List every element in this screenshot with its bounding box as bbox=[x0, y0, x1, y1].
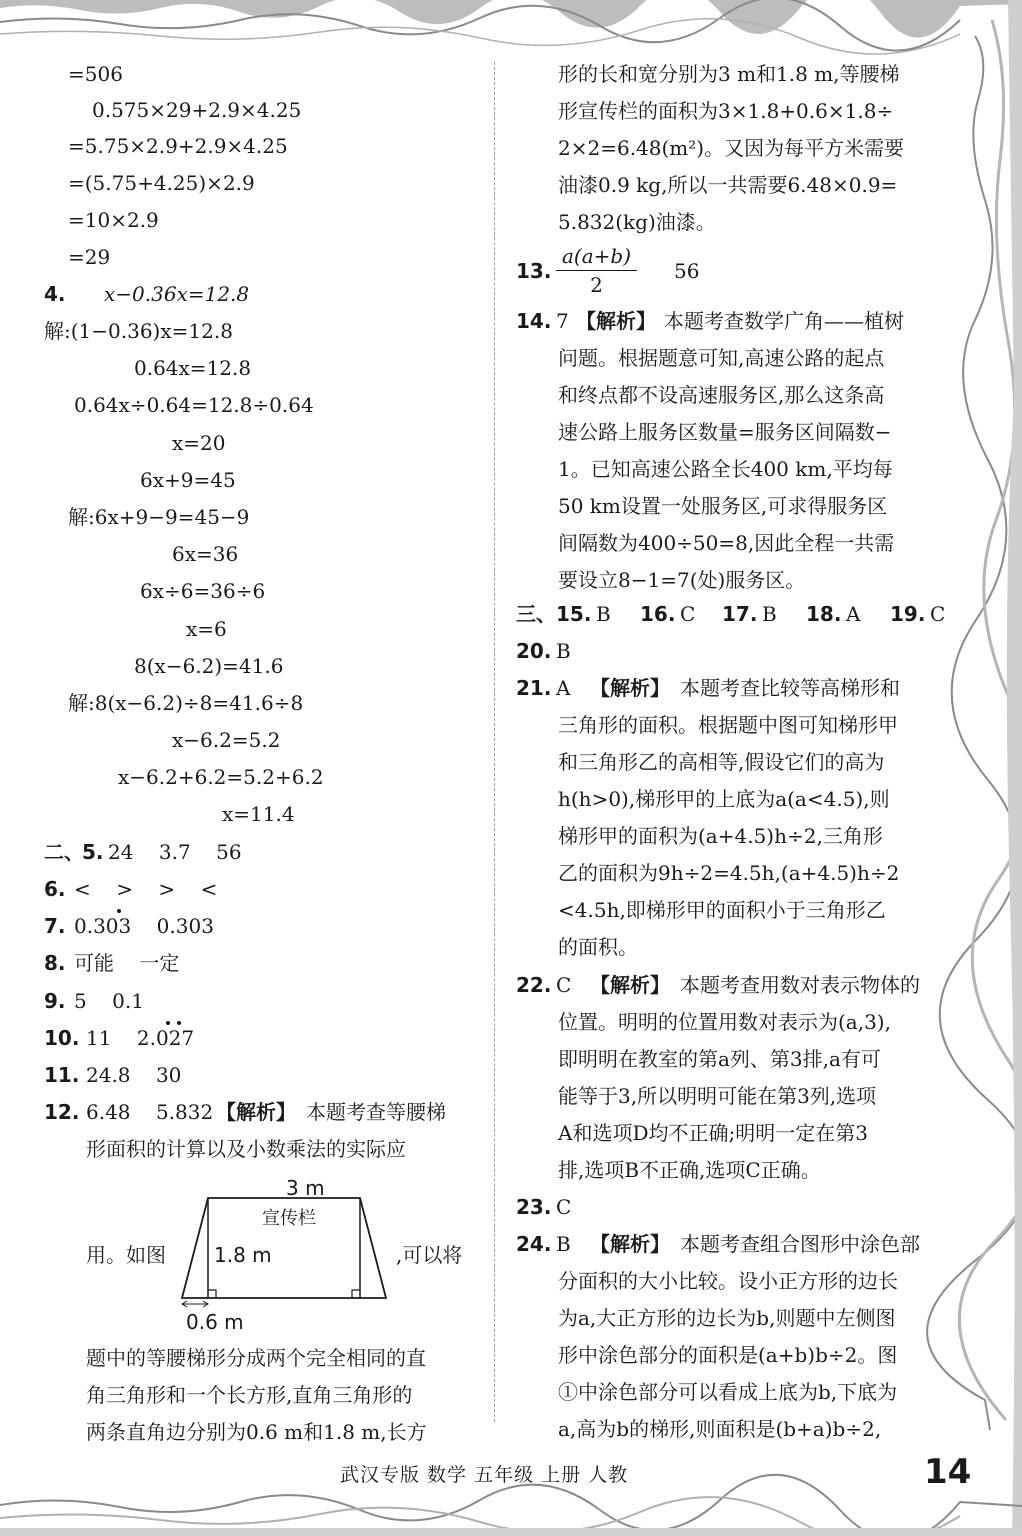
q8-number: 8. bbox=[44, 951, 66, 975]
left-line-5: =10×2.9 bbox=[68, 208, 159, 232]
q21-text-7: <4.5h,即梯形甲的面积小于三角形乙 bbox=[558, 898, 886, 922]
q22-analysis-tag: 【解析】 bbox=[590, 973, 670, 997]
q24-text-5: ①中涂色部分可以看成上底为b,下底为 bbox=[558, 1380, 898, 1404]
figure-board-label: 宣传栏 bbox=[262, 1208, 316, 1229]
q4-step-6: 6x=36 bbox=[172, 542, 239, 566]
left-line-3: =5.75×2.9+2.9×4.25 bbox=[68, 134, 288, 158]
q22-number: 22. bbox=[516, 973, 552, 997]
q22-text-4: 能等于3,所以明明可能在第3列,选项 bbox=[558, 1084, 877, 1108]
q21-text-6: 乙的面积为9h÷2=4.5h,(a+4.5)h÷2 bbox=[558, 861, 900, 885]
q6-answer: < > > < bbox=[74, 877, 218, 901]
q20-answer: B bbox=[556, 639, 571, 663]
q11-number: 11. bbox=[44, 1063, 80, 1087]
figure-height-label: 1.8 m bbox=[214, 1243, 272, 1267]
left-line-2: 0.575×29+2.9×4.25 bbox=[92, 98, 302, 122]
q10-answer: 11 2.027 bbox=[86, 1026, 195, 1050]
q12-answer: 6.48 5.832 bbox=[86, 1100, 214, 1124]
right-line-3: 2×2=6.48(m²)。又因为每平方米需要 bbox=[558, 136, 905, 160]
right-line-4: 油漆0.9 kg,所以一共需要6.48×0.9= bbox=[558, 173, 898, 197]
q7-answer: 0.303 0.303 bbox=[74, 914, 214, 938]
repeating-decimal-dot bbox=[166, 1021, 170, 1025]
q4-step-10: x−6.2=5.2 bbox=[172, 728, 281, 752]
q15-answer: B bbox=[596, 602, 611, 626]
q17-answer: B bbox=[762, 602, 777, 626]
figure-bottom-label: 0.6 m bbox=[186, 1310, 244, 1334]
q8-answer: 可能 一定 bbox=[74, 951, 180, 975]
q12-text-4: 题中的等腰梯形分成两个完全相同的直 bbox=[86, 1346, 426, 1370]
q9-number: 9. bbox=[44, 989, 66, 1013]
q24-text-2: 分面积的大小比较。设小正方形的边长 bbox=[558, 1269, 898, 1293]
q17-number: 17. bbox=[722, 602, 758, 626]
q23-answer: C bbox=[556, 1195, 572, 1219]
q4-step-3: 0.64x÷0.64=12.8÷0.64 bbox=[74, 393, 314, 417]
q18-number: 18. bbox=[806, 602, 842, 626]
q14-text-3: 和终点都不设高速服务区,那么这条高 bbox=[558, 383, 885, 407]
q23-number: 23. bbox=[516, 1195, 552, 1219]
q12-number: 12. bbox=[44, 1100, 80, 1124]
q22-text-5: A和选项D均不正确;明明一定在第3 bbox=[558, 1121, 868, 1145]
q24-number: 24. bbox=[516, 1232, 552, 1256]
q9-answer: 5 0.1 bbox=[74, 989, 144, 1013]
q14-text-7: 间隔数为400÷50=8,因此全程一共需 bbox=[558, 531, 895, 555]
left-line-1: =506 bbox=[68, 62, 123, 86]
q13-denominator: 2 bbox=[590, 273, 603, 297]
q4-equation-1: x−0.36x=12.8 bbox=[104, 282, 250, 306]
q4-number: 4. bbox=[44, 282, 66, 306]
q21-text-2: 三角形的面积。根据题中图可知梯形甲 bbox=[558, 713, 898, 737]
q13-numerator: a(a+b) bbox=[556, 244, 637, 271]
q10-number: 10. bbox=[44, 1026, 80, 1050]
q24-text-3: 为a,大正方形的边长为b,则题中左侧图 bbox=[558, 1306, 896, 1330]
q5-number: 5. bbox=[82, 840, 104, 864]
q13-answer-2: 56 bbox=[674, 259, 700, 283]
repeating-decimal-dot bbox=[117, 909, 121, 913]
q21-number: 21. bbox=[516, 676, 552, 700]
right-line-1: 形的长和宽分别为3 m和1.8 m,等腰梯 bbox=[558, 62, 900, 86]
q24-analysis-tag: 【解析】 bbox=[590, 1232, 670, 1256]
q21-text-4: h(h>0),梯形甲的上底为a(a<4.5),则 bbox=[558, 787, 890, 811]
q4-step-12: x=11.4 bbox=[222, 802, 295, 826]
q14-text-8: 要设立8−1=7(处)服务区。 bbox=[558, 568, 806, 592]
q19-answer: C bbox=[930, 602, 946, 626]
figure-top-label: 3 m bbox=[286, 1176, 325, 1200]
q22-text-3: 即明明在教室的第a列、第3排,a有可 bbox=[558, 1047, 881, 1071]
q14-text-6: 50 km设置一处服务区,可求得服务区 bbox=[558, 494, 888, 518]
section-3-label: 三、 bbox=[516, 602, 556, 626]
q22-text-2: 位置。明明的位置用数对表示为(a,3), bbox=[558, 1010, 891, 1034]
q12-text-5: 角三角形和一个长方形,直角三角形的 bbox=[86, 1383, 413, 1407]
q14-answer: 7 bbox=[556, 309, 569, 333]
q12-analysis-tag: 【解析】 bbox=[216, 1100, 296, 1124]
q4-step-1: 解:(1−0.36)x=12.8 bbox=[44, 319, 233, 343]
q22-text-6: 排,选项B不正确,选项C正确。 bbox=[558, 1158, 821, 1182]
q12-text-6: 两条直角边分别为0.6 m和1.8 m,长方 bbox=[86, 1420, 427, 1444]
q13-number: 13. bbox=[516, 259, 552, 283]
left-line-6: =29 bbox=[68, 245, 111, 269]
q21-answer: A bbox=[556, 676, 571, 700]
q4-step-9: 解:8(x−6.2)÷8=41.6÷8 bbox=[68, 691, 304, 715]
q7-number: 7. bbox=[44, 914, 66, 938]
q24-text-1: 本题考查组合图形中涂色部 bbox=[680, 1232, 920, 1256]
q6-number: 6. bbox=[44, 877, 66, 901]
q4-step-11: x−6.2+6.2=5.2+6.2 bbox=[118, 765, 324, 789]
q14-text-5: 1。已知高速公路全长400 km,平均每 bbox=[558, 457, 893, 481]
right-line-2: 形宣传栏的面积为3×1.8+0.6×1.8÷ bbox=[558, 99, 894, 123]
q4-equation-3: 8(x−6.2)=41.6 bbox=[134, 654, 284, 678]
q16-number: 16. bbox=[640, 602, 676, 626]
q21-text-3: 和三角形乙的高相等,假设它们的高为 bbox=[558, 750, 885, 774]
q24-answer: B bbox=[556, 1232, 571, 1256]
q4-step-8: x=6 bbox=[186, 617, 227, 641]
q4-step-7: 6x÷6=36÷6 bbox=[140, 579, 266, 603]
q24-text-4: 形中涂色部分的面积是(a+b)b÷2。图 bbox=[558, 1343, 898, 1367]
q21-text-5: 梯形甲的面积为(a+4.5)h÷2,三角形 bbox=[558, 824, 883, 848]
q16-answer: C bbox=[680, 602, 696, 626]
q14-text-2: 问题。根据题意可知,高速公路的起点 bbox=[558, 346, 885, 370]
q4-step-5: 解:6x+9−9=45−9 bbox=[68, 505, 250, 529]
q15-number: 15. bbox=[556, 602, 592, 626]
q18-answer: A bbox=[846, 602, 861, 626]
q24-text-6: a,高为b的梯形,则面积是(b+a)b÷2, bbox=[558, 1417, 882, 1441]
footer-book-info: 武汉专版 数学 五年级 上册 人教 bbox=[340, 1464, 629, 1486]
q21-text-8: 的面积。 bbox=[558, 935, 638, 959]
q4-step-4: x=20 bbox=[172, 431, 226, 455]
q14-number: 14. bbox=[516, 309, 552, 333]
q21-analysis-tag: 【解析】 bbox=[590, 676, 670, 700]
q11-answer: 24.8 30 bbox=[86, 1063, 182, 1087]
page-number: 14 bbox=[924, 1452, 972, 1492]
column-divider bbox=[494, 62, 495, 1422]
right-line-5: 5.832(kg)油漆。 bbox=[558, 210, 716, 234]
q12-text-3b: ,可以将 bbox=[396, 1243, 463, 1267]
q22-text-1: 本题考查用数对表示物体的 bbox=[680, 973, 920, 997]
repeating-decimal-dot bbox=[177, 1021, 181, 1025]
q4-equation-2: 6x+9=45 bbox=[140, 468, 236, 492]
q12-text-2: 形面积的计算以及小数乘法的实际应 bbox=[86, 1137, 406, 1161]
q14-text-4: 速公路上服务区数量=服务区间隔数− bbox=[558, 420, 892, 444]
q21-text-1: 本题考查比较等高梯形和 bbox=[680, 676, 900, 700]
q20-number: 20. bbox=[516, 639, 552, 663]
left-line-4: =(5.75+4.25)×2.9 bbox=[68, 171, 255, 195]
q19-number: 19. bbox=[890, 602, 926, 626]
q22-answer: C bbox=[556, 973, 572, 997]
q14-text-1: 本题考查数学广角——植树 bbox=[664, 309, 904, 333]
q5-answer: 24 3.7 56 bbox=[108, 840, 242, 864]
section-2-label: 二、 bbox=[44, 840, 84, 864]
q4-step-2: 0.64x=12.8 bbox=[134, 356, 252, 380]
q13-fraction bbox=[556, 244, 637, 297]
q12-text-1: 本题考查等腰梯 bbox=[306, 1100, 446, 1124]
q12-text-3a: 用。如图 bbox=[86, 1243, 166, 1267]
q14-analysis-tag: 【解析】 bbox=[576, 309, 656, 333]
